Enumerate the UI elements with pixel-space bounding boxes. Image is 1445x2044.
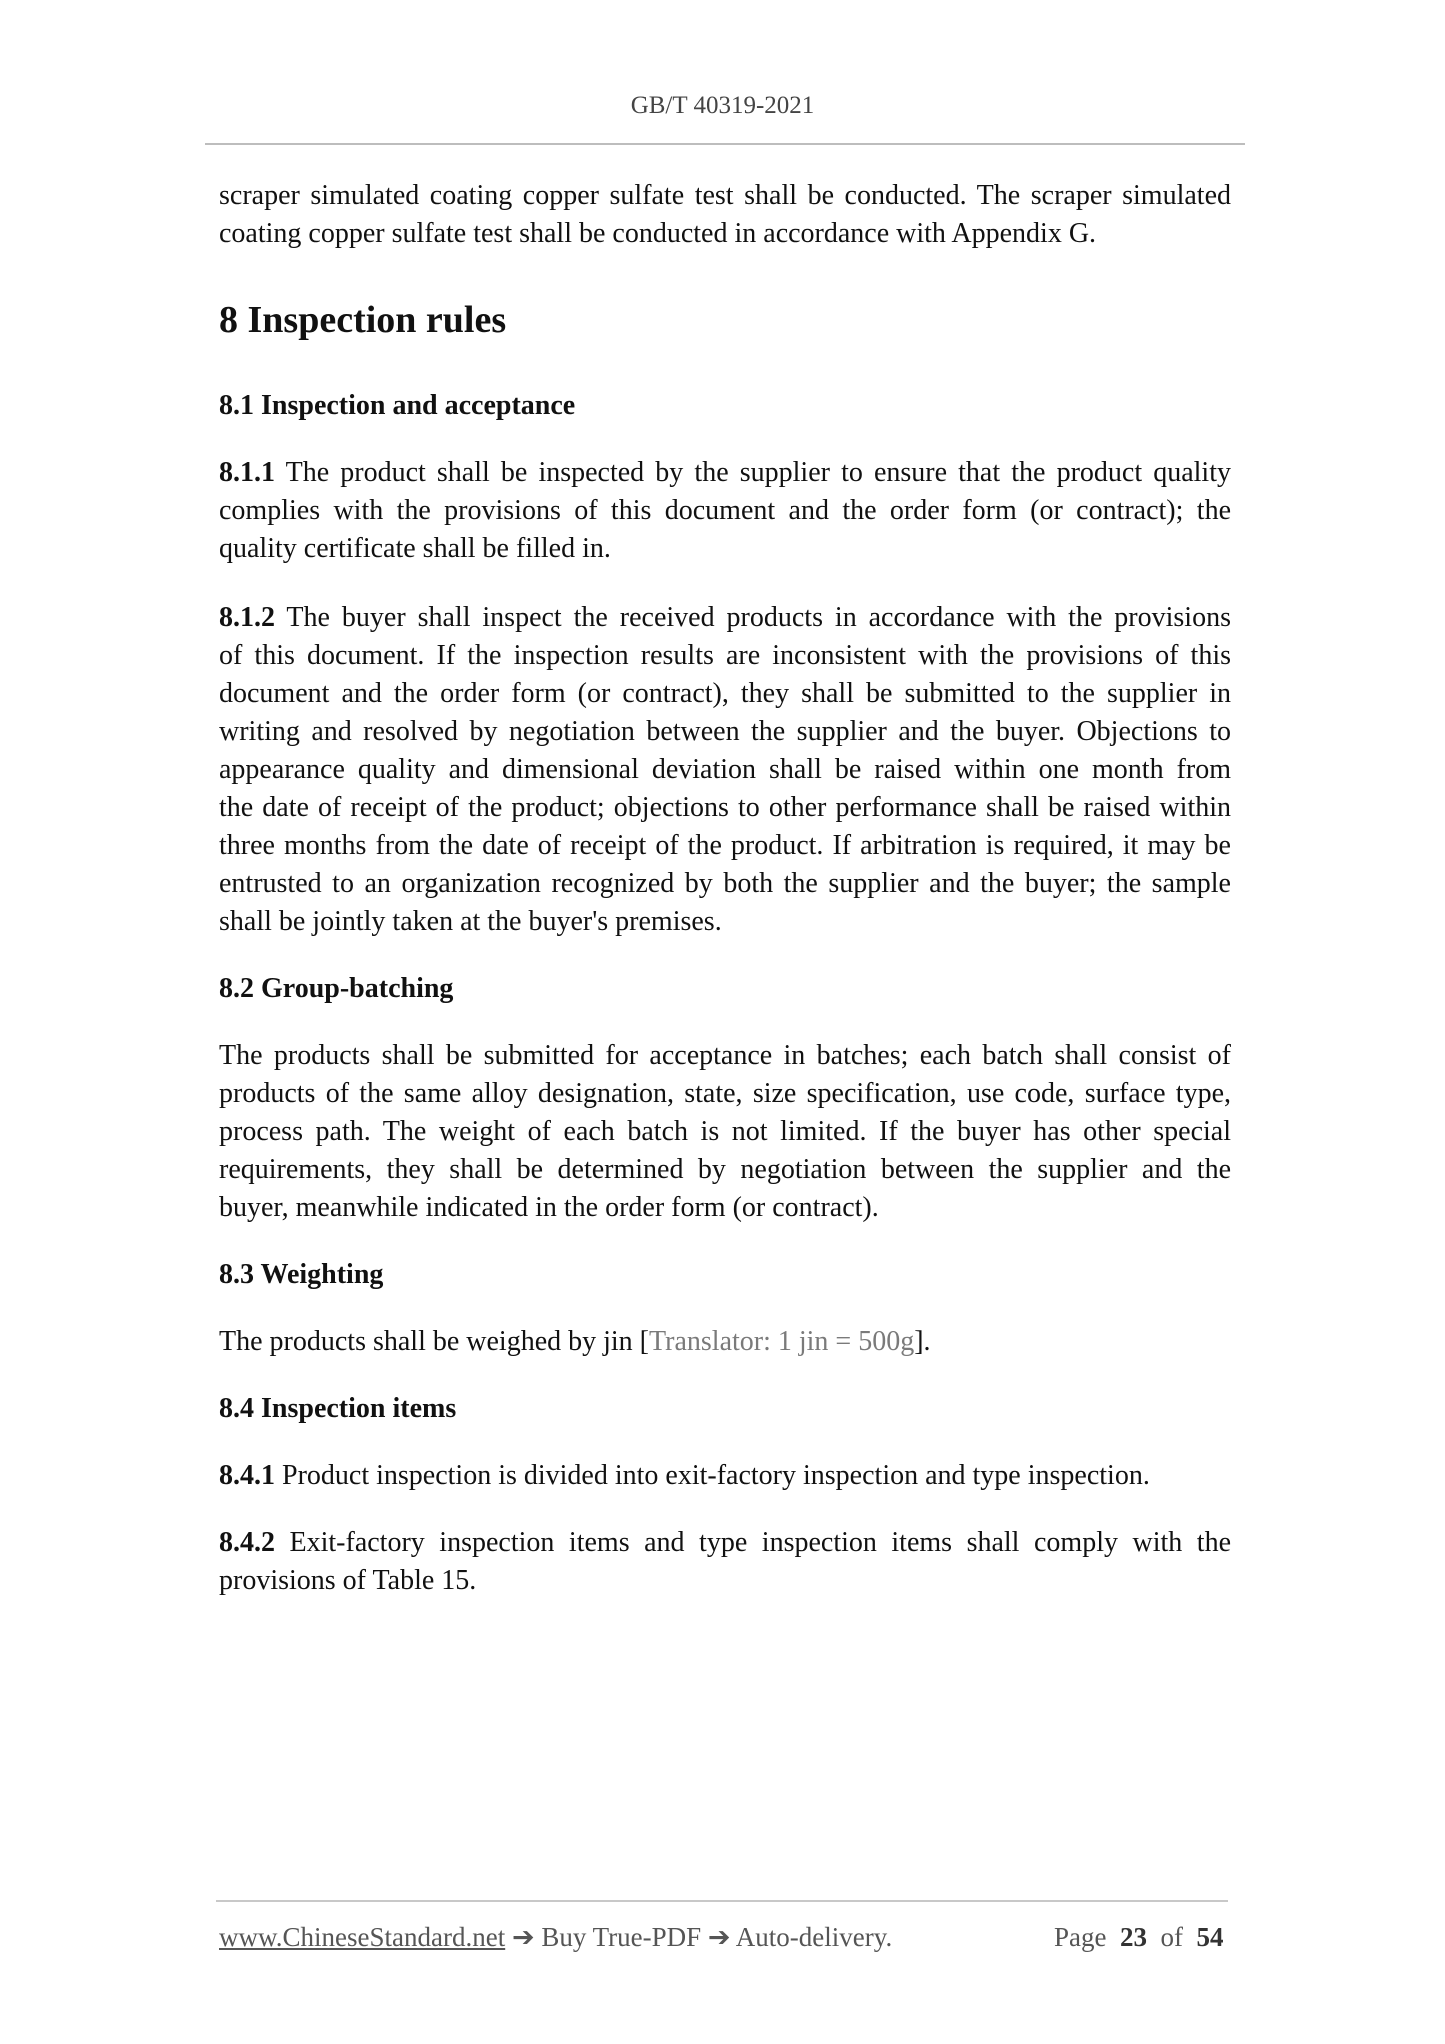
p841-text: Product inspection is divided into exit-factory inspection and type inspection. — [275, 1460, 1150, 1491]
clause-number-8-1-2: 8.1.2 — [219, 602, 275, 633]
p812-line-3: document and the order form (or contract), they shall be submitted to the supplier in — [219, 678, 1231, 709]
section-8-2-heading: 8.2 Group-batching — [219, 973, 454, 1004]
p82-line-3: process path. The weight of each batch is not limited. If the buyer has other special — [219, 1116, 1231, 1147]
intro-paragraph — [219, 177, 1231, 253]
page-label: Page — [1054, 1922, 1107, 1952]
footer-promo — [219, 1922, 892, 1953]
p812-line-2: of this document. If the inspection results are inconsistent with the provisions of this — [219, 640, 1231, 671]
p812-line-5: appearance quality and dimensional deviation shall be raised within one month from — [219, 754, 1231, 785]
p812-line-1: The buyer shall inspect the received products in accordance with the provisions — [275, 602, 1231, 633]
paragraph-8-4-2 — [219, 1524, 1231, 1600]
buy-true-pdf-text: Buy True-PDF — [534, 1922, 708, 1952]
arrow-icon: ➔ — [511, 1922, 535, 1952]
document-code-header: GB/T 40319-2021 — [630, 92, 815, 119]
p82-line-5: buyer, meanwhile indicated in the order form (or contract). — [219, 1192, 879, 1223]
clause-number-8-4-2: 8.4.2 — [219, 1527, 275, 1558]
p82-line-2: products of the same alloy designation, state, size specification, use code, surface type, — [219, 1078, 1231, 1109]
translator-note: Translator: 1 jin = 500g — [649, 1326, 915, 1357]
section-8-4-heading: 8.4 Inspection items — [219, 1393, 457, 1424]
p812-line-4: writing and resolved by negotiation between the supplier and the buyer. Objections to — [219, 716, 1231, 747]
total-pages-number: 54 — [1196, 1922, 1224, 1952]
p812-line-7: three months from the date of receipt of the product. If arbitration is required, it may be — [219, 830, 1231, 861]
paragraph-8-3 — [219, 1323, 1231, 1361]
weighting-text-end: ]. — [914, 1326, 931, 1357]
p842-line-1: Exit-factory inspection items and type inspection items shall comply with the — [275, 1527, 1231, 1558]
p812-line-6: the date of receipt of the product; objections to other performance shall be raised within — [219, 792, 1231, 823]
paragraph-8-4-1 — [219, 1457, 1231, 1495]
footer-divider — [216, 1900, 1228, 1902]
clause-number-8-1-1: 8.1.1 — [219, 457, 275, 488]
intro-line-1: scraper simulated coating copper sulfate test shall be conducted. The scraper simulated — [219, 180, 1231, 211]
auto-delivery-text: Auto-delivery. — [730, 1922, 893, 1952]
p82-line-1: The products shall be submitted for acceptance in batches; each batch shall consist of — [219, 1040, 1231, 1071]
clause-number-8-4-1: 8.4.1 — [219, 1460, 275, 1491]
weighting-text: The products shall be weighed by jin [ — [219, 1326, 650, 1357]
p812-line-8: entrusted to an organization recognized by both the supplier and the buyer; the sample — [219, 868, 1231, 899]
p811-line-3: quality certificate shall be filled in. — [219, 533, 611, 564]
section-8-heading: 8 Inspection rules — [219, 299, 507, 341]
page-indicator — [1054, 1922, 1223, 1953]
intro-line-2: coating copper sulfate test shall be conducted in accordance with Appendix G. — [219, 218, 1097, 249]
website-link[interactable]: www.ChineseStandard.net — [219, 1922, 506, 1952]
p842-line-2: provisions of Table 15. — [219, 1565, 477, 1596]
current-page-number: 23 — [1119, 1922, 1147, 1952]
section-8-3-heading: 8.3 Weighting — [219, 1259, 384, 1290]
paragraph-8-1-2 — [219, 599, 1231, 941]
p82-line-4: requirements, they shall be determined by negotiation between the supplier and the — [219, 1154, 1231, 1185]
p811-line-1: The product shall be inspected by the supplier to ensure that the product quality — [275, 457, 1231, 488]
section-8-1-heading: 8.1 Inspection and acceptance — [219, 390, 576, 421]
arrow-icon: ➔ — [707, 1922, 731, 1952]
header-divider — [205, 143, 1245, 145]
p812-line-9: shall be jointly taken at the buyer's premises. — [219, 906, 722, 937]
paragraph-8-1-1 — [219, 454, 1231, 568]
p811-line-2: complies with the provisions of this document and the order form (or contract); the — [219, 495, 1231, 526]
of-label: of — [1160, 1922, 1183, 1952]
paragraph-8-2 — [219, 1037, 1231, 1227]
